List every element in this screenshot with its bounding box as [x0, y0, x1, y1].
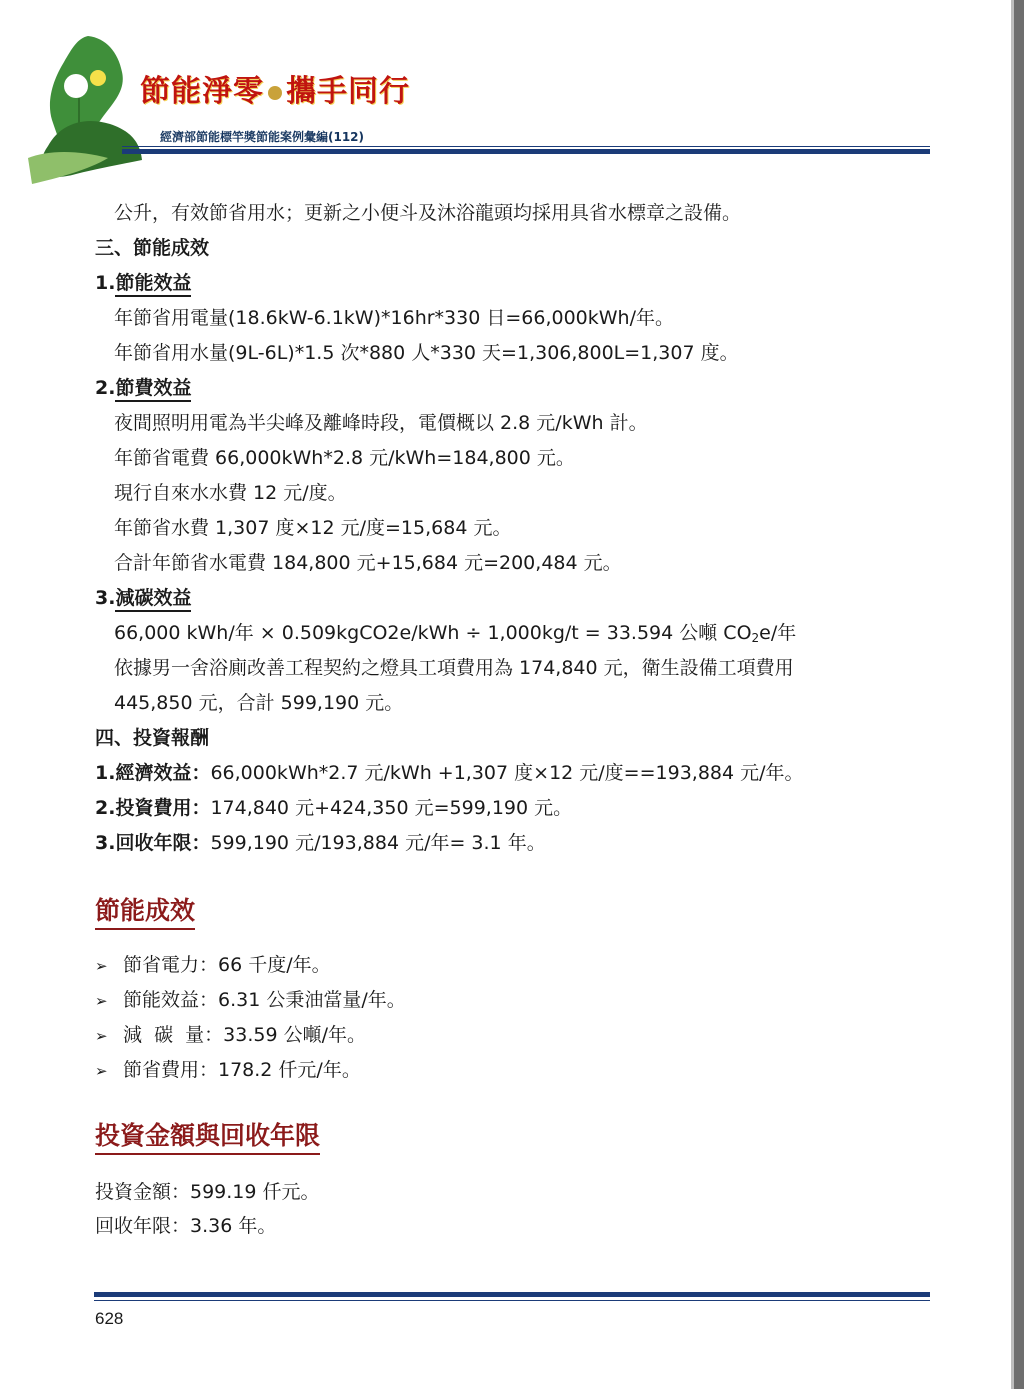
- footer-rule: [94, 1300, 930, 1301]
- carbon-formula-unit: e/年: [759, 622, 797, 644]
- subheading-number: 2.: [95, 377, 116, 399]
- text-line-payback-period: [95, 831, 546, 855]
- subheading-number: 1.: [95, 272, 116, 294]
- text-line-water-rate: 現行自來水水費 12 元/度。: [114, 482, 347, 504]
- list-item-text: 節省電力：66 千度/年。: [123, 954, 331, 976]
- item-label: 3.回收年限：: [95, 832, 211, 854]
- item-value: 66,000kWh*2.7 元/kWh +1,307 度×12 元/度==193,884 元/年。: [210, 762, 804, 784]
- banner-title-part2: 攜手同行: [286, 74, 410, 109]
- list-item: [95, 1023, 366, 1048]
- arrow-bullet-icon: ➢: [95, 1027, 108, 1045]
- item-value: 599,190 元/193,884 元/年= 3.1 年。: [210, 832, 546, 854]
- text-line-economic-benefit: [95, 761, 804, 785]
- list-item: [95, 953, 331, 978]
- subheading-energy-benefit: [95, 271, 191, 295]
- arrow-bullet-icon: ➢: [95, 1062, 108, 1080]
- list-item-text: 節能效益：6.31 公秉油當量/年。: [123, 989, 406, 1011]
- flower-icon: [90, 70, 106, 86]
- carbon-formula-subscript: 2: [751, 631, 760, 645]
- subheading-number: 3.: [95, 587, 116, 609]
- section-title-effect: 節能成效: [95, 896, 195, 930]
- text-line-contract-total: 445,850 元，合計 599,190 元。: [114, 692, 404, 714]
- text-line-carbon-formula: [114, 621, 796, 650]
- text-line-water-volume: 年節省用水量(9L-6L)*1.5 次*880 人*330 天=1,306,800L=1,307 度。: [114, 342, 739, 364]
- dandelion-icon: [64, 74, 88, 98]
- arrow-bullet-icon: ➢: [95, 957, 108, 975]
- subheading-carbon-benefit: [95, 586, 191, 610]
- list-item-text: 節省費用：178.2 仟元/年。: [123, 1059, 361, 1081]
- subheading-label: 減碳效益: [115, 587, 191, 612]
- banner-title: [140, 66, 410, 110]
- list-item-text: 減 碳 量：33.59 公噸/年。: [123, 1024, 366, 1046]
- text-line-total-cost: 合計年節省水電費 184,800 元+15,684 元=200,484 元。: [114, 552, 622, 574]
- banner-title-part1: 節能淨零: [140, 74, 264, 109]
- header-rule-thick: [122, 149, 930, 154]
- stem-icon: [78, 98, 80, 138]
- text-line-contract-cost: 依據男一舍浴廁改善工程契約之燈具工項費用為 174,840 元，衛生設備工項費用: [114, 657, 794, 679]
- footer-rule-thick: [94, 1292, 930, 1297]
- text-line-investment-amount: 投資金額：599.19 仟元。: [95, 1181, 320, 1203]
- text-line-investment-cost: [95, 796, 572, 820]
- text-line-payback-years: 回收年限：3.36 年。: [95, 1215, 277, 1237]
- subheading-cost-benefit: [95, 376, 191, 400]
- header-rule: [122, 146, 930, 147]
- item-label: 2.投資費用：: [95, 797, 211, 819]
- banner-flower-icon: [268, 86, 282, 100]
- text-line-electricity-cost: 年節省電費 66,000kWh*2.8 元/kWh=184,800 元。: [114, 447, 575, 469]
- list-item: [95, 988, 406, 1013]
- text-line-water-cost: 年節省水費 1,307 度×12 元/度=15,684 元。: [114, 517, 512, 539]
- subheading-label: 節能效益: [115, 272, 191, 297]
- carbon-formula-text: 66,000 kWh/年 × 0.509kgCO2e/kWh ÷ 1,000kg/t = 33.594 公噸 CO: [114, 622, 752, 644]
- heading-energy-results: 三、節能成效: [95, 237, 210, 259]
- text-line-tariff: 夜間照明用電為半尖峰及離峰時段，電價概以 2.8 元/kWh 計。: [114, 412, 648, 434]
- taiwan-leaf-logo: [18, 28, 158, 188]
- page-edge-shadow: [1014, 0, 1024, 1389]
- list-item: [95, 1058, 361, 1083]
- section-title-investment: 投資金額與回收年限: [95, 1121, 320, 1155]
- item-label: 1.經濟效益：: [95, 762, 211, 784]
- page-number: 628: [95, 1309, 124, 1328]
- heading-investment-return: 四、投資報酬: [95, 727, 210, 749]
- text-line-electricity-saving: 年節省用電量(18.6kW-6.1kW)*16hr*330 日=66,000kWh/年。: [114, 307, 674, 329]
- item-value: 174,840 元+424,350 元=599,190 元。: [210, 797, 573, 819]
- text-line-water-saving: 公升，有效節省用水；更新之小便斗及沐浴龍頭均採用具省水標章之設備。: [114, 202, 742, 224]
- header-subtitle: 經濟部節能標竿獎節能案例彙編(112): [160, 130, 365, 144]
- arrow-bullet-icon: ➢: [95, 992, 108, 1010]
- subheading-label: 節費效益: [115, 377, 191, 402]
